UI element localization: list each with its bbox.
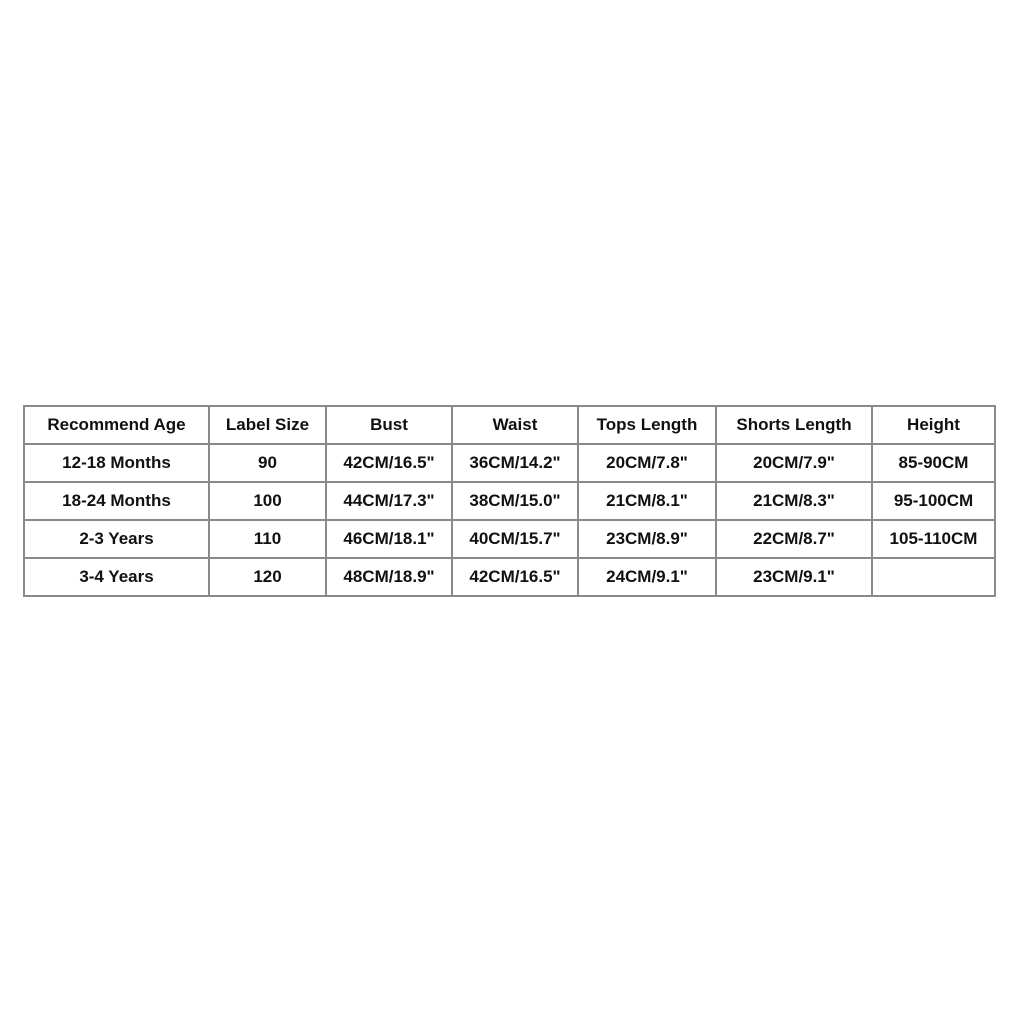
cell-bust: 44CM/17.3" [326, 482, 452, 520]
header-bust: Bust [326, 406, 452, 444]
table-row [24, 520, 995, 558]
cell-tops-length: 24CM/9.1" [578, 558, 716, 596]
header-label-size: Label Size [209, 406, 326, 444]
cell-shorts-length: 22CM/8.7" [716, 520, 872, 558]
header-shorts-length: Shorts Length [716, 406, 872, 444]
cell-label-size: 90 [209, 444, 326, 482]
cell-waist: 42CM/16.5" [452, 558, 578, 596]
cell-waist: 38CM/15.0" [452, 482, 578, 520]
cell-recommend-age: 12-18 Months [24, 444, 209, 482]
cell-tops-length: 23CM/8.9" [578, 520, 716, 558]
cell-label-size: 110 [209, 520, 326, 558]
cell-height [872, 558, 995, 596]
cell-shorts-length: 20CM/7.9" [716, 444, 872, 482]
cell-bust: 46CM/18.1" [326, 520, 452, 558]
table-row [24, 482, 995, 520]
header-waist: Waist [452, 406, 578, 444]
size-chart-table [23, 405, 996, 597]
cell-tops-length: 21CM/8.1" [578, 482, 716, 520]
cell-tops-length: 20CM/7.8" [578, 444, 716, 482]
cell-bust: 48CM/18.9" [326, 558, 452, 596]
table-header-row [24, 406, 995, 444]
header-recommend-age: Recommend Age [24, 406, 209, 444]
cell-shorts-length: 23CM/9.1" [716, 558, 872, 596]
cell-recommend-age: 18-24 Months [24, 482, 209, 520]
cell-label-size: 120 [209, 558, 326, 596]
cell-recommend-age: 3-4 Years [24, 558, 209, 596]
cell-waist: 40CM/15.7" [452, 520, 578, 558]
cell-label-size: 100 [209, 482, 326, 520]
table-row [24, 444, 995, 482]
cell-waist: 36CM/14.2" [452, 444, 578, 482]
cell-height: 85-90CM [872, 444, 995, 482]
header-height: Height [872, 406, 995, 444]
table-row [24, 558, 995, 596]
cell-height: 95-100CM [872, 482, 995, 520]
header-tops-length: Tops Length [578, 406, 716, 444]
cell-recommend-age: 2-3 Years [24, 520, 209, 558]
cell-bust: 42CM/16.5" [326, 444, 452, 482]
cell-height: 105-110CM [872, 520, 995, 558]
cell-shorts-length: 21CM/8.3" [716, 482, 872, 520]
